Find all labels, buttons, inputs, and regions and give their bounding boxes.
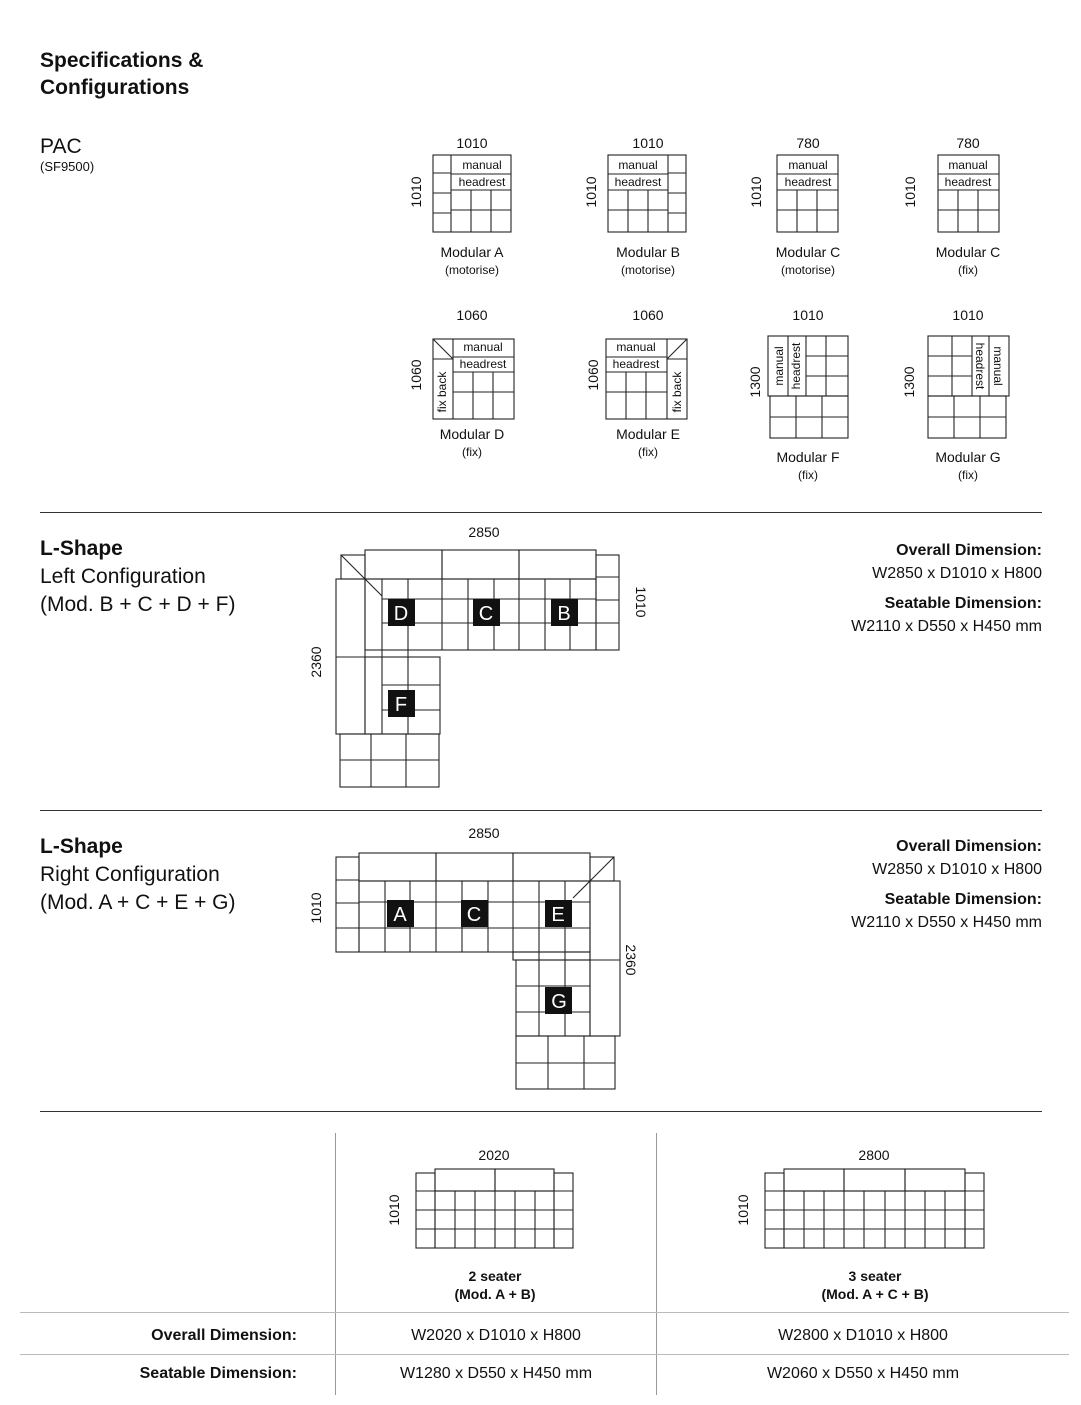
- lshape-left-diagram: [0, 520, 700, 800]
- seatable-dimension-value: W2110 x D550 x H450 mm: [851, 618, 1042, 635]
- module-type: (fix): [638, 445, 658, 459]
- tag-fix-back: fix back: [670, 371, 684, 413]
- table-row-divider: [20, 1354, 1069, 1355]
- tag-fix-back: fix back: [435, 371, 449, 413]
- seatable-dimension-value: W2110 x D550 x H450 mm: [851, 914, 1042, 931]
- table-seatable-2seater: W1280 x D550 x H450 mm: [399, 1365, 593, 1382]
- lshape-left-modules: (Mod. B + C + D + F): [40, 593, 236, 616]
- dim-width: 1010: [456, 135, 488, 151]
- seater-name: 2 seater: [468, 1268, 522, 1284]
- dim-depth: 1060: [408, 359, 424, 391]
- dim-width: 2800: [858, 1147, 890, 1163]
- dim-width: 780: [796, 135, 820, 151]
- module-type: (fix): [462, 445, 482, 459]
- divider: [40, 810, 1042, 811]
- page-title-line1: Specifications &: [40, 49, 204, 72]
- dim-width: 2850: [468, 825, 500, 841]
- divider: [40, 512, 1042, 513]
- module-tag-b: B: [557, 603, 571, 625]
- module-tag-d: D: [393, 603, 409, 625]
- dim-depth: 1300: [901, 366, 917, 398]
- tag-manual: manual: [618, 158, 658, 172]
- tag-headrest: headrest: [612, 357, 660, 371]
- lshape-left-heading: L-Shape: [40, 537, 123, 560]
- module-name: Modular C: [775, 244, 841, 260]
- lshape-right-heading: L-Shape: [40, 835, 123, 858]
- module-tag-c: C: [466, 904, 482, 926]
- dim-length: 2360: [308, 646, 324, 678]
- divider: [40, 1111, 1042, 1112]
- dim-depth: 1010: [902, 176, 918, 208]
- table-overall-3seater: W2800 x D1010 x H800: [778, 1327, 948, 1344]
- module-name: Modular D: [439, 426, 505, 442]
- lshape-left-subtitle: Left Configuration: [40, 565, 206, 588]
- dim-depth: 1010: [583, 176, 599, 208]
- dim-depth: 1300: [747, 366, 763, 398]
- module-type: (motorise): [444, 263, 500, 277]
- tag-headrest: headrest: [459, 357, 507, 371]
- tag-manual: manual: [772, 346, 786, 386]
- dim-depth: 1010: [308, 892, 324, 924]
- dim-width: 1010: [792, 307, 824, 323]
- tag-headrest: headrest: [789, 342, 803, 390]
- page-title-line2: Configurations: [40, 76, 190, 99]
- module-name: Modular B: [616, 244, 680, 260]
- seater-modules: (Mod. A + C + B): [821, 1286, 929, 1302]
- dim-width: 2850: [468, 524, 500, 540]
- lshape-right-dimensions: [742, 835, 1042, 934]
- dim-width: 780: [956, 135, 980, 151]
- module-name: Modular G: [935, 449, 1001, 465]
- dim-length: 2360: [623, 944, 639, 976]
- module-type: (motorise): [780, 263, 836, 277]
- overall-dimension-value: W2850 x D1010 x H800: [872, 565, 1042, 582]
- dim-depth: 1010: [408, 176, 424, 208]
- dim-width: 1010: [952, 307, 984, 323]
- module-tag-a: A: [393, 904, 407, 926]
- dim-depth: 1060: [585, 359, 601, 391]
- lshape-right-subtitle: Right Configuration: [40, 863, 220, 886]
- module-type: (motorise): [620, 263, 676, 277]
- module-type: (fix): [798, 468, 818, 482]
- lshape-left-dimensions: [742, 539, 1042, 638]
- tag-headrest: headrest: [973, 342, 987, 390]
- seater-diagrams: [335, 1140, 1065, 1310]
- tag-manual: manual: [948, 158, 988, 172]
- module-name: Modular C: [935, 244, 1001, 260]
- table-row-divider: [20, 1312, 1069, 1313]
- module-tag-g: G: [551, 991, 567, 1013]
- module-name: Modular A: [440, 244, 504, 260]
- overall-dimension-label: Overall Dimension:: [896, 838, 1042, 855]
- table-overall-label: Overall Dimension:: [151, 1327, 297, 1344]
- overall-dimension-value: W2850 x D1010 x H800: [872, 861, 1042, 878]
- module-tag-e: E: [551, 904, 565, 926]
- table-overall-2seater: W2020 x D1010 x H800: [411, 1327, 581, 1344]
- table-seatable-label: Seatable Dimension:: [139, 1365, 297, 1382]
- module-tag-f: F: [394, 694, 408, 716]
- seater-name: 3 seater: [848, 1268, 902, 1284]
- module-name: Modular E: [616, 426, 680, 442]
- dim-width: 2020: [478, 1147, 510, 1163]
- dim-depth: 1010: [735, 1194, 751, 1226]
- tag-headrest: headrest: [614, 175, 662, 189]
- model-code: (SF9500): [40, 159, 95, 174]
- modules-diagram: [0, 0, 1081, 500]
- tag-manual: manual: [462, 158, 502, 172]
- lshape-right-diagram: [0, 820, 700, 1100]
- tag-manual: manual: [463, 340, 503, 354]
- lshape-right-modules: (Mod. A + C + E + G): [40, 891, 236, 914]
- dim-width: 1010: [632, 135, 664, 151]
- seatable-dimension-label: Seatable Dimension:: [884, 891, 1042, 908]
- module-type: (fix): [958, 263, 978, 277]
- dim-depth: 1010: [386, 1194, 402, 1226]
- module-name: Modular F: [776, 449, 840, 465]
- tag-headrest: headrest: [944, 175, 992, 189]
- seater-modules: (Mod. A + B): [454, 1286, 536, 1302]
- seatable-dimension-label: Seatable Dimension:: [884, 595, 1042, 612]
- tag-headrest: headrest: [458, 175, 506, 189]
- tag-manual: manual: [788, 158, 828, 172]
- dim-depth: 1010: [748, 176, 764, 208]
- module-type: (fix): [958, 468, 978, 482]
- two-seater-drawing: [416, 1169, 573, 1248]
- table-seatable-3seater: W2060 x D550 x H450 mm: [766, 1365, 960, 1382]
- tag-manual: manual: [991, 346, 1005, 386]
- tag-headrest: headrest: [784, 175, 832, 189]
- three-seater-drawing: [765, 1169, 984, 1248]
- module-tag-c: C: [478, 603, 494, 625]
- dim-width: 1060: [456, 307, 488, 323]
- dim-depth: 1010: [633, 586, 649, 618]
- tag-manual: manual: [616, 340, 656, 354]
- dim-width: 1060: [632, 307, 664, 323]
- overall-dimension-label: Overall Dimension:: [896, 542, 1042, 559]
- model-name: PAC: [40, 135, 82, 158]
